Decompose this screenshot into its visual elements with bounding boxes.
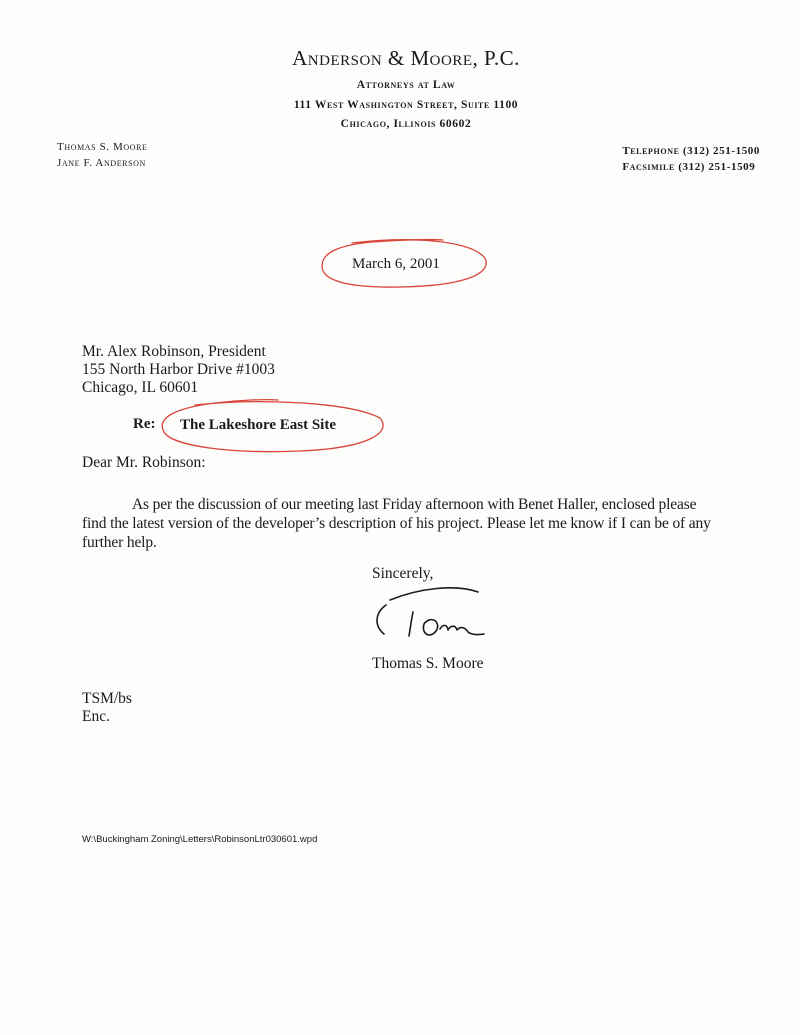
firm-address-line1: 111 West Washington Street, Suite 1100 [293, 99, 519, 111]
initials-line: TSM/bs [82, 690, 132, 707]
letter-body: As per the discussion of our meeting last Friday afternoon with Benet Haller, enclosed please find the latest version of the developer’s description of his project. Please let me know if I can be of any further help. [82, 496, 711, 551]
firm-name: Anderson & Moore, P.C. [292, 46, 520, 70]
firm-address-line2: Chicago, Illinois 60602 [340, 118, 472, 130]
re-subject: The Lakeshore East Site [180, 417, 336, 433]
partners-list [57, 139, 148, 171]
recipient-address [82, 343, 275, 397]
recipient-line: Chicago, IL 60601 [82, 379, 199, 396]
facsimile: Facsimile (312) 251-1509 [622, 161, 756, 173]
recipient-line: 155 North Harbor Drive #1003 [82, 361, 275, 378]
enclosure-line: Enc. [82, 708, 110, 725]
signature-mark [377, 588, 484, 636]
recipient-line: Mr. Alex Robinson, President [82, 343, 266, 360]
signer-name: Thomas S. Moore [372, 655, 484, 672]
typist-initials [82, 690, 132, 726]
partner-name: Thomas S. Moore [57, 141, 148, 153]
partner-name: Jane F. Anderson [57, 157, 146, 169]
firm-subtitle: Attorneys at Law [356, 79, 456, 91]
re-label: Re: [133, 416, 156, 432]
file-path: W:\Buckingham Zoning\Letters\RobinsonLtr030601.wpd [82, 834, 318, 845]
letter-date: March 6, 2001 [352, 256, 440, 272]
closing: Sincerely, [372, 565, 434, 582]
salutation: Dear Mr. Robinson: [82, 454, 206, 471]
telephone: Telephone (312) 251-1500 [622, 145, 760, 157]
contact-block [622, 143, 760, 175]
